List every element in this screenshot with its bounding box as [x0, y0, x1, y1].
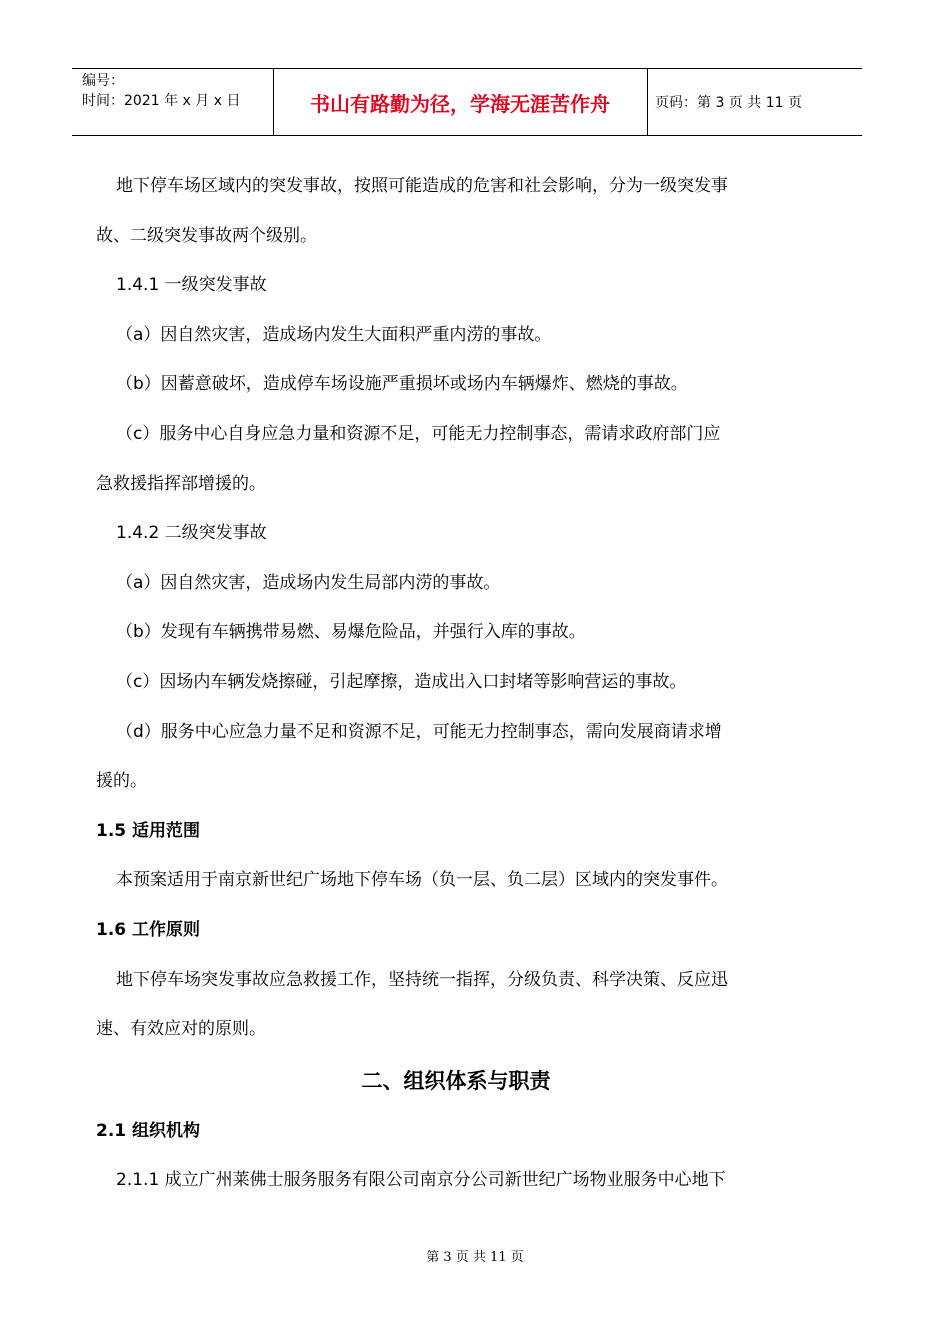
list-item: （a）因自然灾害，造成场内发生局部内涝的事故。 — [116, 572, 501, 593]
header-motto: 书山有路勤为径，学海无涯苦作舟 — [310, 92, 610, 116]
paragraph: 地下停车场突发事故应急救援工作，坚持统一指挥，分级负责、科学决策、反应迅 — [116, 969, 728, 990]
section-heading: 2.1 组织机构 — [96, 1120, 201, 1141]
paragraph: 急救援指挥部增援的。 — [96, 473, 266, 494]
paragraph: 地下停车场区域内的突发事故，按照可能造成的危害和社会影响，分为一级突发事 — [116, 176, 728, 196]
paragraph: 本预案适用于南京新世纪广场地下停车场（负一层、负二层）区域内的突发事件。 — [116, 870, 728, 891]
section-heading: 1.5 适用范围 — [96, 820, 201, 841]
list-item: （c）因场内车辆发烧擦碰，引起摩擦，造成出入口封堵等影响营运的事故。 — [116, 671, 687, 692]
paragraph: 速、有效应对的原则。 — [96, 1019, 266, 1040]
subsection-heading: 1.4.2 二级突发事故 — [116, 523, 267, 544]
list-item: （d）服务中心应急力量不足和资源不足，可能无力控制事态，需向发展商请求增 — [116, 721, 722, 742]
subsection-heading: 1.4.1 一级突发事故 — [116, 275, 267, 296]
paragraph: 2.1.1 成立广州莱佛士服务服务有限公司南京分公司新世纪广场物业服务中心地下 — [116, 1170, 726, 1191]
list-item: （b）发现有车辆携带易燃、易爆危险品，并强行入库的事故。 — [116, 622, 586, 643]
section-heading: 1.6 工作原则 — [96, 919, 201, 940]
page-header — [72, 68, 862, 136]
paragraph: 故、二级突发事故两个级别。 — [96, 225, 317, 246]
list-item: （a）因自然灾害，造成场内发生大面积严重内涝的事故。 — [116, 324, 552, 345]
document-date-label: 时间：2021 年 x 月 x 日 — [82, 93, 241, 109]
header-page-number: 页码：第 3 页 共 11 页 — [655, 95, 802, 111]
header-divider — [647, 69, 648, 135]
document-body — [96, 162, 816, 1206]
header-meta — [82, 71, 272, 111]
document-number-label: 编号： — [82, 73, 124, 89]
list-item: （c）服务中心自身应急力量和资源不足，可能无力控制事态，需请求政府部门应 — [116, 423, 721, 444]
list-item: （b）因蓄意破坏，造成停车场设施严重损坏或场内车辆爆炸、燃烧的事故。 — [116, 374, 688, 395]
page-footer: 第 3 页 共 11 页 — [426, 1250, 524, 1265]
chapter-heading: 二、组织体系与职责 — [361, 1068, 551, 1093]
paragraph: 援的。 — [96, 771, 147, 792]
